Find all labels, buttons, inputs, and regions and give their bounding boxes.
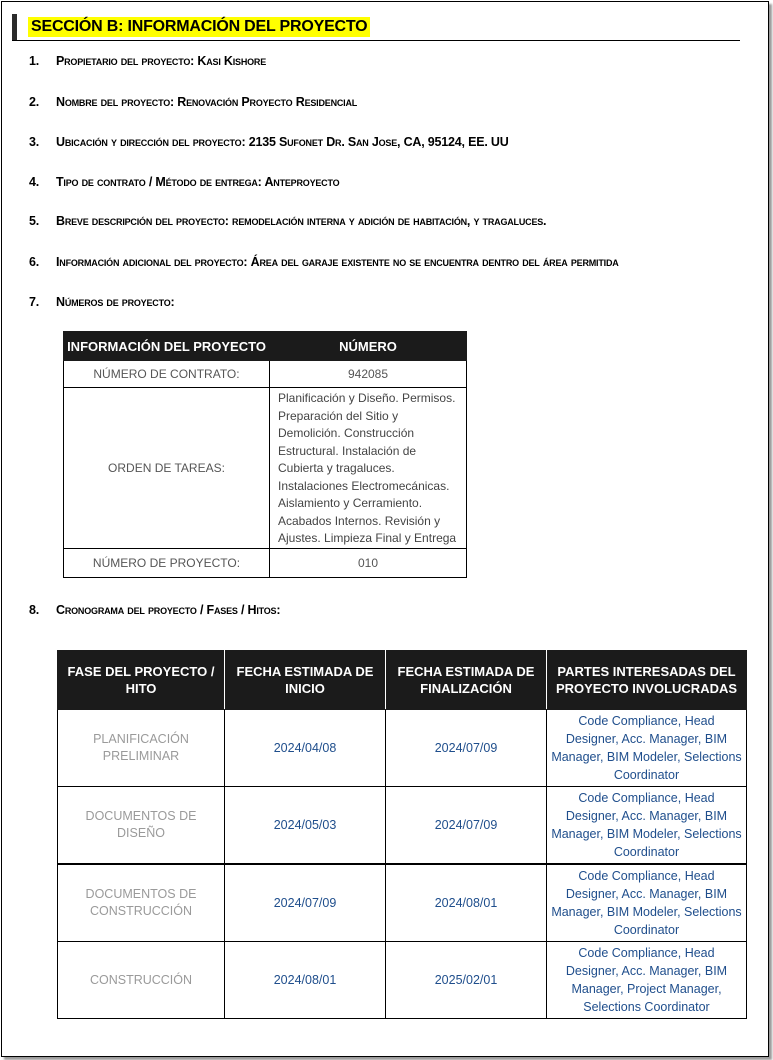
item-location: 3. Ubicación y dirección del proyecto: 2135 Sufonet Dr. San Jose, CA, 95124, EE. UU xyxy=(29,135,509,149)
section-header xyxy=(12,14,740,41)
end-date-cell: 2024/07/09 xyxy=(386,710,547,787)
start-date-cell: 2024/04/08 xyxy=(225,710,386,787)
col-header-start: FECHA ESTIMADA DE INICIO xyxy=(225,651,386,710)
end-date-cell: 2025/02/01 xyxy=(386,942,547,1019)
item-project-name: 2. Nombre del proyecto: Renovación Proyecto Residencial xyxy=(29,95,358,109)
section-marker xyxy=(12,14,17,40)
stakeholders-cell: Code Compliance, Head Designer, Acc. Manager, BIM Manager, BIM Modeler, Selections Coordinator xyxy=(547,787,747,865)
item-description: 5. Breve descripción del proyecto: remodelación interna y adición de habitación, y tragaluces. xyxy=(29,214,547,228)
col-header-info: INFORMACIÓN DEL PROYECTO xyxy=(64,332,270,361)
project-number-value: 010 xyxy=(270,548,467,577)
stakeholders-cell: Code Compliance, Head Designer, Acc. Manager, BIM Manager, Project Manager, Selections Coordinator xyxy=(547,942,747,1019)
start-date-cell: 2024/07/09 xyxy=(225,864,386,942)
section-title: SECCIÓN B: INFORMACIÓN DEL PROYECTO xyxy=(28,17,370,37)
item-additional-info: 6. Información adicional del proyecto: Área del garaje existente no se encuentra dentro del área permitida xyxy=(29,255,619,269)
schedule-table xyxy=(57,650,747,1019)
task-order-value: Planificación y Diseño. Permisos. Preparación del Sitio y Demolición. Construcción Estructural. Instalación de Cubierta y tragaluces. Instalaciones Electromecánicas. Aislamiento y Cerramiento. Acabados Internos. Revisión y Ajustes. Limpieza Final y Entrega xyxy=(270,388,467,549)
table-row xyxy=(58,942,747,1019)
table-row xyxy=(58,787,747,865)
item-project-numbers: 7. Números de proyecto: xyxy=(29,295,175,309)
end-date-cell: 2024/08/01 xyxy=(386,864,547,942)
start-date-cell: 2024/08/01 xyxy=(225,942,386,1019)
project-number-label: NÚMERO DE PROYECTO: xyxy=(64,548,270,577)
stakeholders-cell: Code Compliance, Head Designer, Acc. Manager, BIM Manager, BIM Modeler, Selections Coordinator xyxy=(547,710,747,787)
end-date-cell: 2024/07/09 xyxy=(386,787,547,865)
contract-number-label: NÚMERO DE CONTRATO: xyxy=(64,361,270,388)
contract-number-value: 942085 xyxy=(270,361,467,388)
col-header-phase: FASE DEL PROYECTO / HITO xyxy=(58,651,225,710)
col-header-stakeholders: PARTES INTERESADAS DEL PROYECTO INVOLUCRADAS xyxy=(547,651,747,710)
table-row xyxy=(58,864,747,942)
project-numbers-table xyxy=(63,331,467,578)
stakeholders-cell: Code Compliance, Head Designer, Acc. Manager, BIM Manager, BIM Modeler, Selections Coordinator xyxy=(547,864,747,942)
phase-cell: PLANIFICACIÓN PRELIMINAR xyxy=(58,710,225,787)
task-order-label: ORDEN DE TAREAS: xyxy=(64,388,270,549)
item-owner: 1. Propietario del proyecto: Kasi Kishore xyxy=(29,54,267,68)
page xyxy=(1,1,769,1057)
phase-cell: CONSTRUCCIÓN xyxy=(58,942,225,1019)
item-schedule: 8. Cronograma del proyecto / Fases / Hitos: xyxy=(29,603,281,617)
item-contract-type: 4. Tipo de contrato / Método de entrega: Anteproyecto xyxy=(29,175,340,189)
col-header-end: FECHA ESTIMADA DE FINALIZACIÓN xyxy=(386,651,547,710)
table-row xyxy=(58,710,747,787)
col-header-number: NÚMERO xyxy=(270,332,467,361)
phase-cell: DOCUMENTOS DE DISEÑO xyxy=(58,787,225,865)
phase-cell: DOCUMENTOS DE CONSTRUCCIÓN xyxy=(58,864,225,942)
start-date-cell: 2024/05/03 xyxy=(225,787,386,865)
